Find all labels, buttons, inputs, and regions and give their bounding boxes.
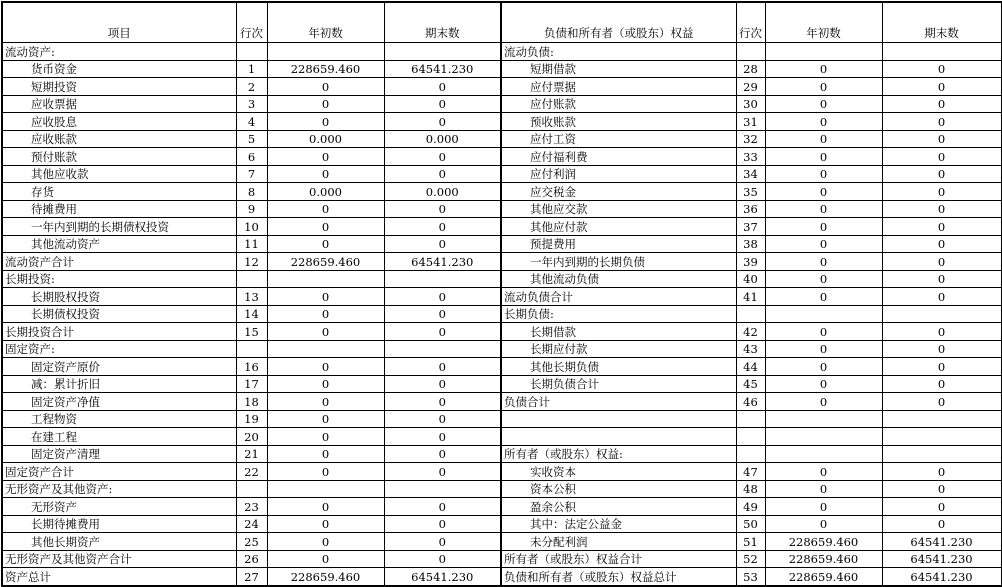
liability-begin-cell[interactable]: 0 (765, 183, 882, 201)
asset-line-cell[interactable]: 7 (236, 165, 267, 183)
liability-begin-cell[interactable]: 0 (765, 78, 882, 96)
liability-line-cell[interactable]: 50 (736, 515, 765, 533)
asset-line-cell[interactable]: 24 (236, 515, 267, 533)
asset-line-cell[interactable]: 21 (236, 445, 267, 463)
liability-end-cell[interactable]: 0 (882, 463, 1001, 481)
asset-end-cell[interactable] (384, 340, 501, 358)
liability-line-cell[interactable]: 51 (736, 533, 765, 551)
table-row (2, 445, 1001, 463)
asset-line-cell[interactable]: 1 (236, 60, 267, 78)
table-row (2, 253, 1001, 271)
asset-end-cell[interactable]: 0 (384, 305, 501, 323)
liability-end-cell[interactable]: 0 (882, 165, 1001, 183)
asset-item-cell[interactable]: 长期投资合计 (2, 323, 236, 341)
asset-end-cell[interactable]: 0.000 (384, 130, 501, 148)
table-row (2, 428, 1001, 446)
asset-end-cell[interactable]: 0 (384, 148, 501, 166)
asset-begin-cell[interactable]: 0 (267, 218, 384, 236)
asset-line-cell[interactable] (236, 340, 267, 358)
asset-line-cell[interactable]: 23 (236, 498, 267, 516)
liability-line-cell[interactable]: 48 (736, 480, 765, 498)
liability-end-cell[interactable]: 0 (882, 498, 1001, 516)
liability-begin-cell[interactable]: 0 (765, 393, 882, 411)
liability-line-cell[interactable]: 46 (736, 393, 765, 411)
liability-end-cell[interactable]: 0 (882, 200, 1001, 218)
asset-end-cell[interactable]: 0 (384, 235, 501, 253)
asset-end-cell[interactable]: 0 (384, 113, 501, 131)
liability-line-cell[interactable] (736, 43, 765, 61)
asset-line-cell[interactable]: 19 (236, 410, 267, 428)
asset-item-cell[interactable]: 固定资产: (2, 340, 236, 358)
asset-end-cell[interactable]: 0 (384, 218, 501, 236)
liability-line-cell[interactable]: 52 (736, 550, 765, 568)
asset-line-cell[interactable]: 16 (236, 358, 267, 376)
asset-item-cell[interactable]: 长期投资: (2, 270, 236, 288)
asset-begin-cell[interactable]: 0 (267, 393, 384, 411)
liability-line-cell[interactable] (736, 428, 765, 446)
asset-line-cell[interactable]: 25 (236, 533, 267, 551)
liability-item-cell[interactable]: 其他长期负债 (501, 358, 736, 376)
asset-begin-cell[interactable]: 0 (267, 78, 384, 96)
liability-end-cell[interactable] (882, 428, 1001, 446)
asset-line-cell[interactable]: 2 (236, 78, 267, 96)
liability-begin-cell[interactable]: 0 (765, 253, 882, 271)
liability-line-cell[interactable]: 29 (736, 78, 765, 96)
header-line: 行次 (236, 2, 267, 43)
liability-line-cell[interactable]: 45 (736, 375, 765, 393)
asset-end-cell[interactable]: 0 (384, 393, 501, 411)
liability-end-cell[interactable]: 0 (882, 60, 1001, 78)
asset-line-cell[interactable]: 14 (236, 305, 267, 323)
liability-line-cell[interactable] (736, 410, 765, 428)
liability-end-cell[interactable] (882, 43, 1001, 61)
asset-end-cell[interactable]: 0 (384, 78, 501, 96)
table-row (2, 375, 1001, 393)
asset-line-cell[interactable]: 22 (236, 463, 267, 481)
asset-begin-cell[interactable]: 0 (267, 463, 384, 481)
asset-end-cell[interactable]: 0 (384, 95, 501, 113)
asset-line-cell[interactable]: 27 (236, 568, 267, 586)
asset-begin-cell[interactable]: 0 (267, 515, 384, 533)
liability-line-cell[interactable]: 42 (736, 323, 765, 341)
table-row (2, 288, 1001, 306)
liability-end-cell[interactable]: 0 (882, 130, 1001, 148)
asset-line-cell[interactable] (236, 43, 267, 61)
liability-item-cell[interactable]: 实收资本 (501, 463, 736, 481)
asset-item-cell[interactable]: 应收账款 (2, 130, 236, 148)
asset-item-cell[interactable]: 资产总计 (2, 568, 236, 586)
asset-begin-cell[interactable]: 0 (267, 95, 384, 113)
table-row (2, 165, 1001, 183)
header-right-line: 行次 (736, 2, 765, 43)
liability-item-cell[interactable]: 其他应交款 (501, 200, 736, 218)
liability-end-cell[interactable]: 0 (882, 183, 1001, 201)
liability-line-cell[interactable]: 41 (736, 288, 765, 306)
liability-begin-cell[interactable]: 228659.460 (765, 533, 882, 551)
table-row (2, 323, 1001, 341)
asset-begin-cell[interactable]: 0 (267, 165, 384, 183)
liability-begin-cell[interactable]: 0 (765, 375, 882, 393)
liability-item-cell[interactable]: 短期借款 (501, 60, 736, 78)
asset-line-cell[interactable]: 10 (236, 218, 267, 236)
asset-end-cell[interactable]: 64541.230 (384, 60, 501, 78)
table-row (2, 60, 1001, 78)
liability-begin-cell[interactable] (765, 410, 882, 428)
liability-line-cell[interactable]: 38 (736, 235, 765, 253)
asset-begin-cell[interactable]: 0 (267, 410, 384, 428)
liability-line-cell[interactable]: 40 (736, 270, 765, 288)
asset-item-cell[interactable]: 应收股息 (2, 113, 236, 131)
asset-item-cell[interactable]: 无形资产及其他资产合计 (2, 550, 236, 568)
liability-line-cell[interactable]: 39 (736, 253, 765, 271)
liability-begin-cell[interactable]: 0 (765, 515, 882, 533)
liability-item-cell[interactable]: 应付福利费 (501, 148, 736, 166)
header-right-end: 期末数 (882, 2, 1001, 43)
asset-end-cell[interactable]: 0 (384, 550, 501, 568)
asset-item-cell[interactable]: 货币资金 (2, 60, 236, 78)
liability-line-cell[interactable]: 31 (736, 113, 765, 131)
asset-item-cell[interactable]: 一年内到期的长期债权投资 (2, 218, 236, 236)
header-right-begin: 年初数 (765, 2, 882, 43)
liability-item-cell[interactable]: 长期应付款 (501, 340, 736, 358)
liability-line-cell[interactable]: 30 (736, 95, 765, 113)
asset-begin-cell[interactable] (267, 43, 384, 61)
liability-item-cell[interactable]: 预收账款 (501, 113, 736, 131)
liability-begin-cell[interactable]: 0 (765, 288, 882, 306)
asset-end-cell[interactable]: 0 (384, 410, 501, 428)
asset-begin-cell[interactable]: 0 (267, 200, 384, 218)
asset-line-cell[interactable]: 17 (236, 375, 267, 393)
liability-line-cell[interactable] (736, 305, 765, 323)
liability-item-cell[interactable]: 应付账款 (501, 95, 736, 113)
table-row (2, 393, 1001, 411)
asset-item-cell[interactable]: 固定资产原价 (2, 358, 236, 376)
asset-end-cell[interactable] (384, 480, 501, 498)
liability-end-cell[interactable]: 0 (882, 515, 1001, 533)
header-right-item: 负债和所有者（或股东）权益 (501, 2, 736, 43)
asset-end-cell[interactable]: 0 (384, 533, 501, 551)
liability-item-cell[interactable] (501, 428, 736, 446)
asset-line-cell[interactable]: 9 (236, 200, 267, 218)
asset-begin-cell[interactable]: 0.000 (267, 183, 384, 201)
liability-end-cell[interactable]: 0 (882, 95, 1001, 113)
liability-end-cell[interactable]: 0 (882, 113, 1001, 131)
liability-item-cell[interactable]: 长期借款 (501, 323, 736, 341)
liability-begin-cell[interactable]: 0 (765, 323, 882, 341)
liability-item-cell[interactable]: 流动负债合计 (501, 288, 736, 306)
liability-end-cell[interactable] (882, 410, 1001, 428)
asset-begin-cell[interactable]: 0 (267, 533, 384, 551)
liability-end-cell[interactable]: 64541.230 (882, 533, 1001, 551)
table-row (2, 200, 1001, 218)
liability-item-cell[interactable]: 预提费用 (501, 235, 736, 253)
liability-end-cell[interactable]: 0 (882, 288, 1001, 306)
liability-begin-cell[interactable]: 0 (765, 358, 882, 376)
liability-item-cell[interactable]: 资本公积 (501, 480, 736, 498)
asset-end-cell[interactable]: 0 (384, 498, 501, 516)
liability-begin-cell[interactable]: 0 (765, 148, 882, 166)
liability-begin-cell[interactable]: 0 (765, 165, 882, 183)
liability-line-cell[interactable]: 47 (736, 463, 765, 481)
asset-begin-cell[interactable]: 0 (267, 323, 384, 341)
liability-begin-cell[interactable]: 0 (765, 95, 882, 113)
liability-end-cell[interactable]: 0 (882, 148, 1001, 166)
liability-begin-cell[interactable]: 0 (765, 130, 882, 148)
liability-end-cell[interactable]: 0 (882, 270, 1001, 288)
asset-item-cell[interactable]: 固定资产合计 (2, 463, 236, 481)
asset-end-cell[interactable]: 64541.230 (384, 568, 501, 586)
liability-line-cell[interactable]: 33 (736, 148, 765, 166)
liability-line-cell[interactable]: 49 (736, 498, 765, 516)
liability-begin-cell[interactable]: 0 (765, 463, 882, 481)
balance-sheet-table (1, 1, 1002, 587)
liability-end-cell[interactable]: 64541.230 (882, 550, 1001, 568)
asset-end-cell[interactable]: 0 (384, 358, 501, 376)
asset-line-cell[interactable]: 12 (236, 253, 267, 271)
asset-item-cell[interactable]: 长期股权投资 (2, 288, 236, 306)
table-row (2, 43, 1001, 61)
liability-begin-cell[interactable] (765, 305, 882, 323)
liability-end-cell[interactable] (882, 445, 1001, 463)
asset-begin-cell[interactable]: 228659.460 (267, 253, 384, 271)
asset-item-cell[interactable]: 其他长期资产 (2, 533, 236, 551)
liability-line-cell[interactable]: 53 (736, 568, 765, 586)
liability-item-cell[interactable]: 负债和所有者（或股东）权益总计 (501, 568, 736, 586)
asset-item-cell[interactable]: 无形资产及其他资产: (2, 480, 236, 498)
liability-item-cell[interactable]: 盈余公积 (501, 498, 736, 516)
liability-begin-cell[interactable]: 0 (765, 235, 882, 253)
table-row (2, 515, 1001, 533)
asset-begin-cell[interactable]: 0 (267, 550, 384, 568)
header-item: 项目 (2, 2, 236, 43)
table-row (2, 148, 1001, 166)
asset-end-cell[interactable]: 0 (384, 463, 501, 481)
asset-item-cell[interactable]: 长期债权投资 (2, 305, 236, 323)
liability-end-cell[interactable]: 0 (882, 78, 1001, 96)
liability-item-cell[interactable]: 其他应付款 (501, 218, 736, 236)
table-row (2, 235, 1001, 253)
asset-end-cell[interactable]: 0 (384, 428, 501, 446)
balance-sheet-body (2, 2, 1001, 586)
asset-item-cell[interactable]: 其他应收款 (2, 165, 236, 183)
liability-item-cell[interactable]: 其他流动负债 (501, 270, 736, 288)
liability-begin-cell[interactable]: 0 (765, 480, 882, 498)
asset-end-cell[interactable]: 0 (384, 323, 501, 341)
liability-begin-cell[interactable]: 0 (765, 218, 882, 236)
liability-line-cell[interactable]: 35 (736, 183, 765, 201)
liability-end-cell[interactable]: 0 (882, 253, 1001, 271)
asset-line-cell[interactable]: 6 (236, 148, 267, 166)
asset-line-cell[interactable]: 13 (236, 288, 267, 306)
liability-end-cell[interactable]: 0 (882, 393, 1001, 411)
table-row (2, 550, 1001, 568)
liability-line-cell[interactable] (736, 445, 765, 463)
asset-begin-cell[interactable] (267, 270, 384, 288)
asset-line-cell[interactable]: 18 (236, 393, 267, 411)
table-row (2, 218, 1001, 236)
liability-item-cell[interactable]: 应付票据 (501, 78, 736, 96)
liability-begin-cell[interactable]: 0 (765, 340, 882, 358)
asset-end-cell[interactable]: 0 (384, 288, 501, 306)
asset-begin-cell[interactable]: 0.000 (267, 130, 384, 148)
table-row (2, 358, 1001, 376)
liability-begin-cell[interactable] (765, 428, 882, 446)
table-row (2, 305, 1001, 323)
asset-item-cell[interactable]: 流动资产合计 (2, 253, 236, 271)
header-end: 期末数 (384, 2, 501, 43)
liability-line-cell[interactable]: 34 (736, 165, 765, 183)
asset-begin-cell[interactable]: 0 (267, 288, 384, 306)
asset-item-cell[interactable]: 其他流动资产 (2, 235, 236, 253)
table-row (2, 183, 1001, 201)
liability-end-cell[interactable]: 0 (882, 235, 1001, 253)
liability-begin-cell[interactable]: 228659.460 (765, 568, 882, 586)
asset-item-cell[interactable]: 预付账款 (2, 148, 236, 166)
liability-end-cell[interactable] (882, 305, 1001, 323)
table-row (2, 113, 1001, 131)
asset-line-cell[interactable] (236, 270, 267, 288)
liability-begin-cell[interactable]: 0 (765, 200, 882, 218)
asset-line-cell[interactable]: 15 (236, 323, 267, 341)
table-row (2, 533, 1001, 551)
header-begin: 年初数 (267, 2, 384, 43)
table-row (2, 95, 1001, 113)
liability-end-cell[interactable]: 0 (882, 480, 1001, 498)
asset-line-cell[interactable] (236, 480, 267, 498)
liability-end-cell[interactable]: 0 (882, 375, 1001, 393)
asset-begin-cell[interactable]: 0 (267, 235, 384, 253)
table-row (2, 463, 1001, 481)
liability-line-cell[interactable]: 28 (736, 60, 765, 78)
liability-line-cell[interactable]: 36 (736, 200, 765, 218)
asset-line-cell[interactable]: 3 (236, 95, 267, 113)
liability-item-cell[interactable]: 其中：法定公益金 (501, 515, 736, 533)
asset-item-cell[interactable]: 无形资产 (2, 498, 236, 516)
liability-item-cell[interactable]: 负债合计 (501, 393, 736, 411)
liability-end-cell[interactable]: 0 (882, 323, 1001, 341)
asset-item-cell[interactable]: 存货 (2, 183, 236, 201)
table-row (2, 78, 1001, 96)
asset-end-cell[interactable]: 64541.230 (384, 253, 501, 271)
liability-end-cell[interactable]: 0 (882, 340, 1001, 358)
asset-begin-cell[interactable]: 0 (267, 148, 384, 166)
liability-item-cell[interactable] (501, 410, 736, 428)
asset-begin-cell[interactable]: 0 (267, 375, 384, 393)
liability-line-cell[interactable]: 44 (736, 358, 765, 376)
liability-line-cell[interactable]: 37 (736, 218, 765, 236)
liability-item-cell[interactable]: 长期负债: (501, 305, 736, 323)
asset-begin-cell[interactable] (267, 340, 384, 358)
asset-end-cell[interactable] (384, 270, 501, 288)
asset-begin-cell[interactable]: 0 (267, 498, 384, 516)
asset-begin-cell[interactable]: 228659.460 (267, 568, 384, 586)
liability-end-cell[interactable]: 64541.230 (882, 568, 1001, 586)
asset-line-cell[interactable]: 5 (236, 130, 267, 148)
asset-begin-cell[interactable]: 0 (267, 305, 384, 323)
table-row (2, 340, 1001, 358)
asset-end-cell[interactable]: 0 (384, 515, 501, 533)
table-row (2, 270, 1001, 288)
liability-begin-cell[interactable]: 0 (765, 60, 882, 78)
asset-end-cell[interactable]: 0 (384, 445, 501, 463)
liability-item-cell[interactable]: 流动负债: (501, 43, 736, 61)
liability-begin-cell[interactable]: 0 (765, 113, 882, 131)
table-row (2, 568, 1001, 586)
liability-line-cell[interactable]: 43 (736, 340, 765, 358)
liability-item-cell[interactable]: 所有者（或股东）权益: (501, 445, 736, 463)
liability-end-cell[interactable]: 0 (882, 218, 1001, 236)
asset-end-cell[interactable]: 0 (384, 165, 501, 183)
asset-end-cell[interactable]: 0.000 (384, 183, 501, 201)
liability-item-cell[interactable]: 应付工资 (501, 130, 736, 148)
asset-end-cell[interactable] (384, 43, 501, 61)
asset-begin-cell[interactable]: 0 (267, 445, 384, 463)
liability-item-cell[interactable]: 一年内到期的长期负债 (501, 253, 736, 271)
asset-begin-cell[interactable]: 0 (267, 428, 384, 446)
table-row (2, 498, 1001, 516)
liability-line-cell[interactable]: 32 (736, 130, 765, 148)
liability-item-cell[interactable]: 应付利润 (501, 165, 736, 183)
liability-begin-cell[interactable]: 0 (765, 498, 882, 516)
liability-item-cell[interactable]: 长期负债合计 (501, 375, 736, 393)
asset-item-cell[interactable]: 固定资产净值 (2, 393, 236, 411)
asset-line-cell[interactable]: 8 (236, 183, 267, 201)
asset-item-cell[interactable]: 流动资产: (2, 43, 236, 61)
asset-line-cell[interactable]: 11 (236, 235, 267, 253)
asset-begin-cell[interactable]: 0 (267, 113, 384, 131)
asset-item-cell[interactable]: 待摊费用 (2, 200, 236, 218)
asset-item-cell[interactable]: 固定资产清理 (2, 445, 236, 463)
asset-item-cell[interactable]: 应收票据 (2, 95, 236, 113)
asset-end-cell[interactable]: 0 (384, 200, 501, 218)
table-row (2, 130, 1001, 148)
table-row (2, 480, 1001, 498)
asset-line-cell[interactable]: 20 (236, 428, 267, 446)
asset-item-cell[interactable]: 在建工程 (2, 428, 236, 446)
asset-begin-cell[interactable]: 0 (267, 358, 384, 376)
asset-item-cell[interactable]: 减：累计折旧 (2, 375, 236, 393)
asset-item-cell[interactable]: 短期投资 (2, 78, 236, 96)
liability-begin-cell[interactable]: 228659.460 (765, 550, 882, 568)
liability-begin-cell[interactable] (765, 43, 882, 61)
asset-line-cell[interactable]: 26 (236, 550, 267, 568)
liability-begin-cell[interactable] (765, 445, 882, 463)
asset-line-cell[interactable]: 4 (236, 113, 267, 131)
asset-item-cell[interactable]: 工程物资 (2, 410, 236, 428)
asset-end-cell[interactable]: 0 (384, 375, 501, 393)
liability-item-cell[interactable]: 所有者（或股东）权益合计 (501, 550, 736, 568)
asset-begin-cell[interactable] (267, 480, 384, 498)
liability-end-cell[interactable]: 0 (882, 358, 1001, 376)
liability-item-cell[interactable]: 未分配利润 (501, 533, 736, 551)
table-row (2, 410, 1001, 428)
asset-item-cell[interactable]: 长期待摊费用 (2, 515, 236, 533)
liability-item-cell[interactable]: 应交税金 (501, 183, 736, 201)
header-row (2, 2, 1001, 43)
asset-begin-cell[interactable]: 228659.460 (267, 60, 384, 78)
liability-begin-cell[interactable]: 0 (765, 270, 882, 288)
